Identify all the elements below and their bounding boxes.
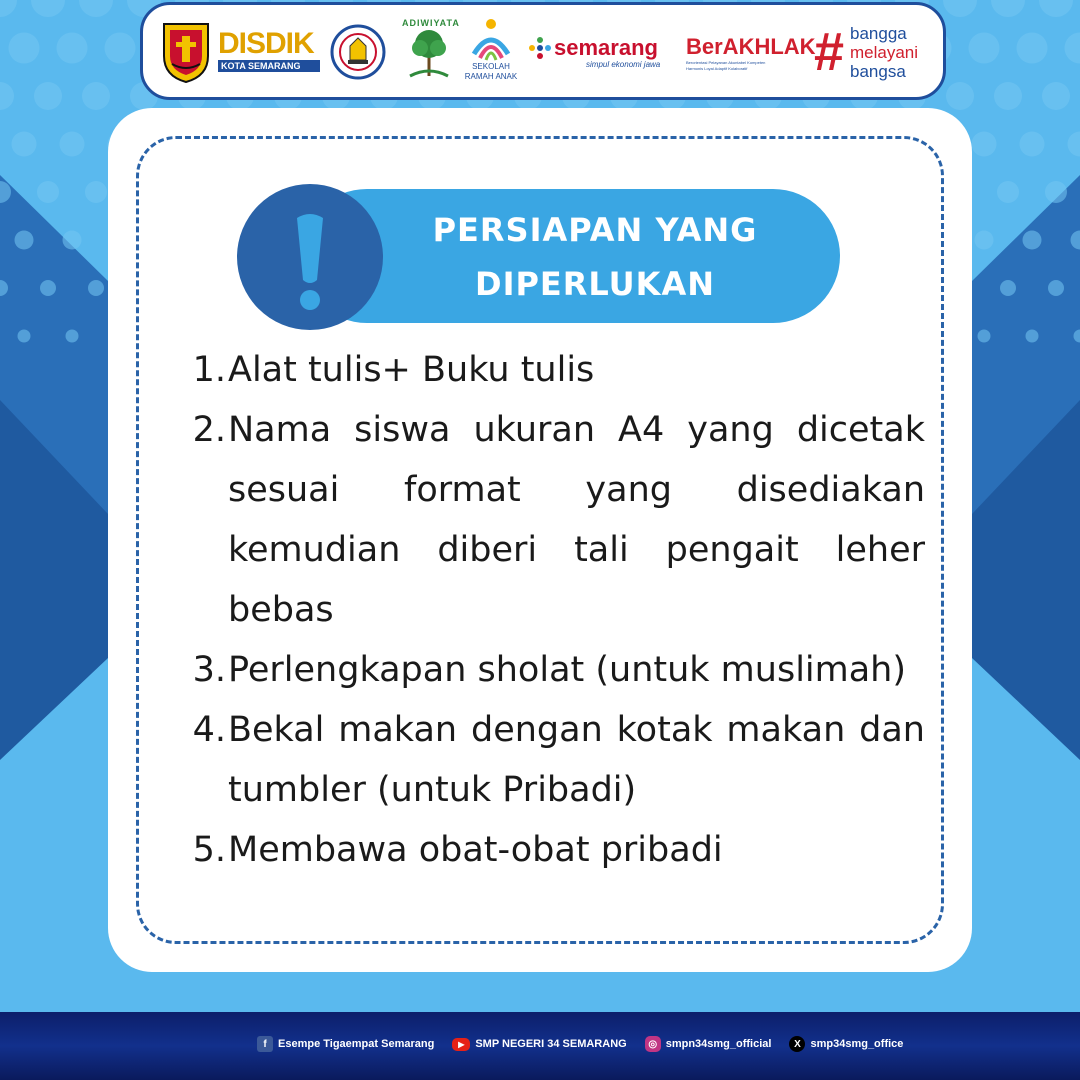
list-item-number: 2. <box>192 410 226 450</box>
list-item-number: 5. <box>192 830 226 870</box>
youtube-handle: SMP NEGERI 34 SEMARANG <box>475 1038 627 1050</box>
list-item-number: 1. <box>192 350 226 390</box>
hashtag-icon: # <box>814 22 845 82</box>
list-item-text: Membawa obat-obat pribadi <box>228 830 723 870</box>
adiwiyata-logo-text: ADIWIYATA <box>402 18 460 28</box>
list-item-text: Perlengkapan sholat (untuk muslimah) <box>228 650 907 690</box>
list-item-number: 4. <box>192 710 226 750</box>
bangga-melayani-bangsa-logo <box>814 20 938 84</box>
berakhlak-logo-text: BerAKHLAK <box>686 34 816 59</box>
melayani-text: melayani <box>850 43 919 62</box>
disdik-logo-text: DISDIK <box>218 27 314 60</box>
card-title <box>380 203 810 311</box>
x-link[interactable] <box>789 1036 903 1052</box>
youtube-icon: ▶ <box>452 1038 470 1051</box>
preparation-list <box>180 340 925 880</box>
facebook-handle: Esempe Tigaempat Semarang <box>278 1038 435 1050</box>
sekolah-ramah-anak-logo <box>458 16 524 96</box>
facebook-link[interactable] <box>257 1036 434 1052</box>
youtube-link[interactable] <box>452 1038 626 1051</box>
list-item <box>180 340 925 400</box>
sekolah-text: SEKOLAH <box>472 62 510 71</box>
instagram-icon: ◎ <box>645 1036 661 1052</box>
semarang-logo-text: semarang <box>554 35 658 60</box>
facebook-icon: f <box>257 1036 273 1052</box>
disdik-logo-subtext: KOTA SEMARANG <box>218 60 320 72</box>
adiwiyata-logo <box>396 18 462 84</box>
card-title-line-2: DIPERLUKAN <box>475 265 715 303</box>
list-item-text: Nama siswa ukuran A4 yang dicetak sesuai format yang disediakan kemudian diberi tali pengait leher bebas <box>228 410 925 630</box>
exclamation-icon <box>237 184 383 330</box>
bangsa-text: bangsa <box>850 62 906 81</box>
semarang-logo-subtext: simpul ekonomi jawa <box>586 60 661 69</box>
card-title-line-1: PERSIAPAN YANG <box>432 211 758 249</box>
sekolah-ramah-anak-icon <box>466 16 516 62</box>
list-item-text: Alat tulis+ Buku tulis <box>228 350 595 390</box>
instagram-link[interactable] <box>645 1036 772 1052</box>
list-item-number: 3. <box>192 650 226 690</box>
list-item-text: Bekal makan dengan kotak makan dan tumbler (untuk Pribadi) <box>228 710 925 810</box>
list-item <box>180 400 925 640</box>
semarang-flower-icon <box>528 36 552 60</box>
berakhlak-subtext-2: Harmonis Loyal Adaptif Kolaboratif <box>686 66 748 71</box>
school-seal-icon <box>330 24 386 80</box>
bangga-text: bangga <box>850 24 907 43</box>
list-item <box>180 820 925 880</box>
berakhlak-logo <box>686 34 816 72</box>
x-icon: X <box>789 1036 805 1052</box>
kota-semarang-crest-icon <box>160 20 212 84</box>
instagram-handle: smpn34smg_official <box>665 1038 772 1050</box>
list-item <box>180 640 925 700</box>
list-item <box>180 700 925 820</box>
disdik-logo <box>218 28 320 72</box>
ramah-anak-text: RAMAH ANAK <box>464 72 518 81</box>
semarang-logo <box>528 36 684 69</box>
berakhlak-subtext-1: Berorientasi Pelayanan Akuntabel Kompeten <box>686 60 766 65</box>
x-handle: smp34smg_office <box>810 1038 904 1050</box>
social-links <box>257 1033 903 1055</box>
